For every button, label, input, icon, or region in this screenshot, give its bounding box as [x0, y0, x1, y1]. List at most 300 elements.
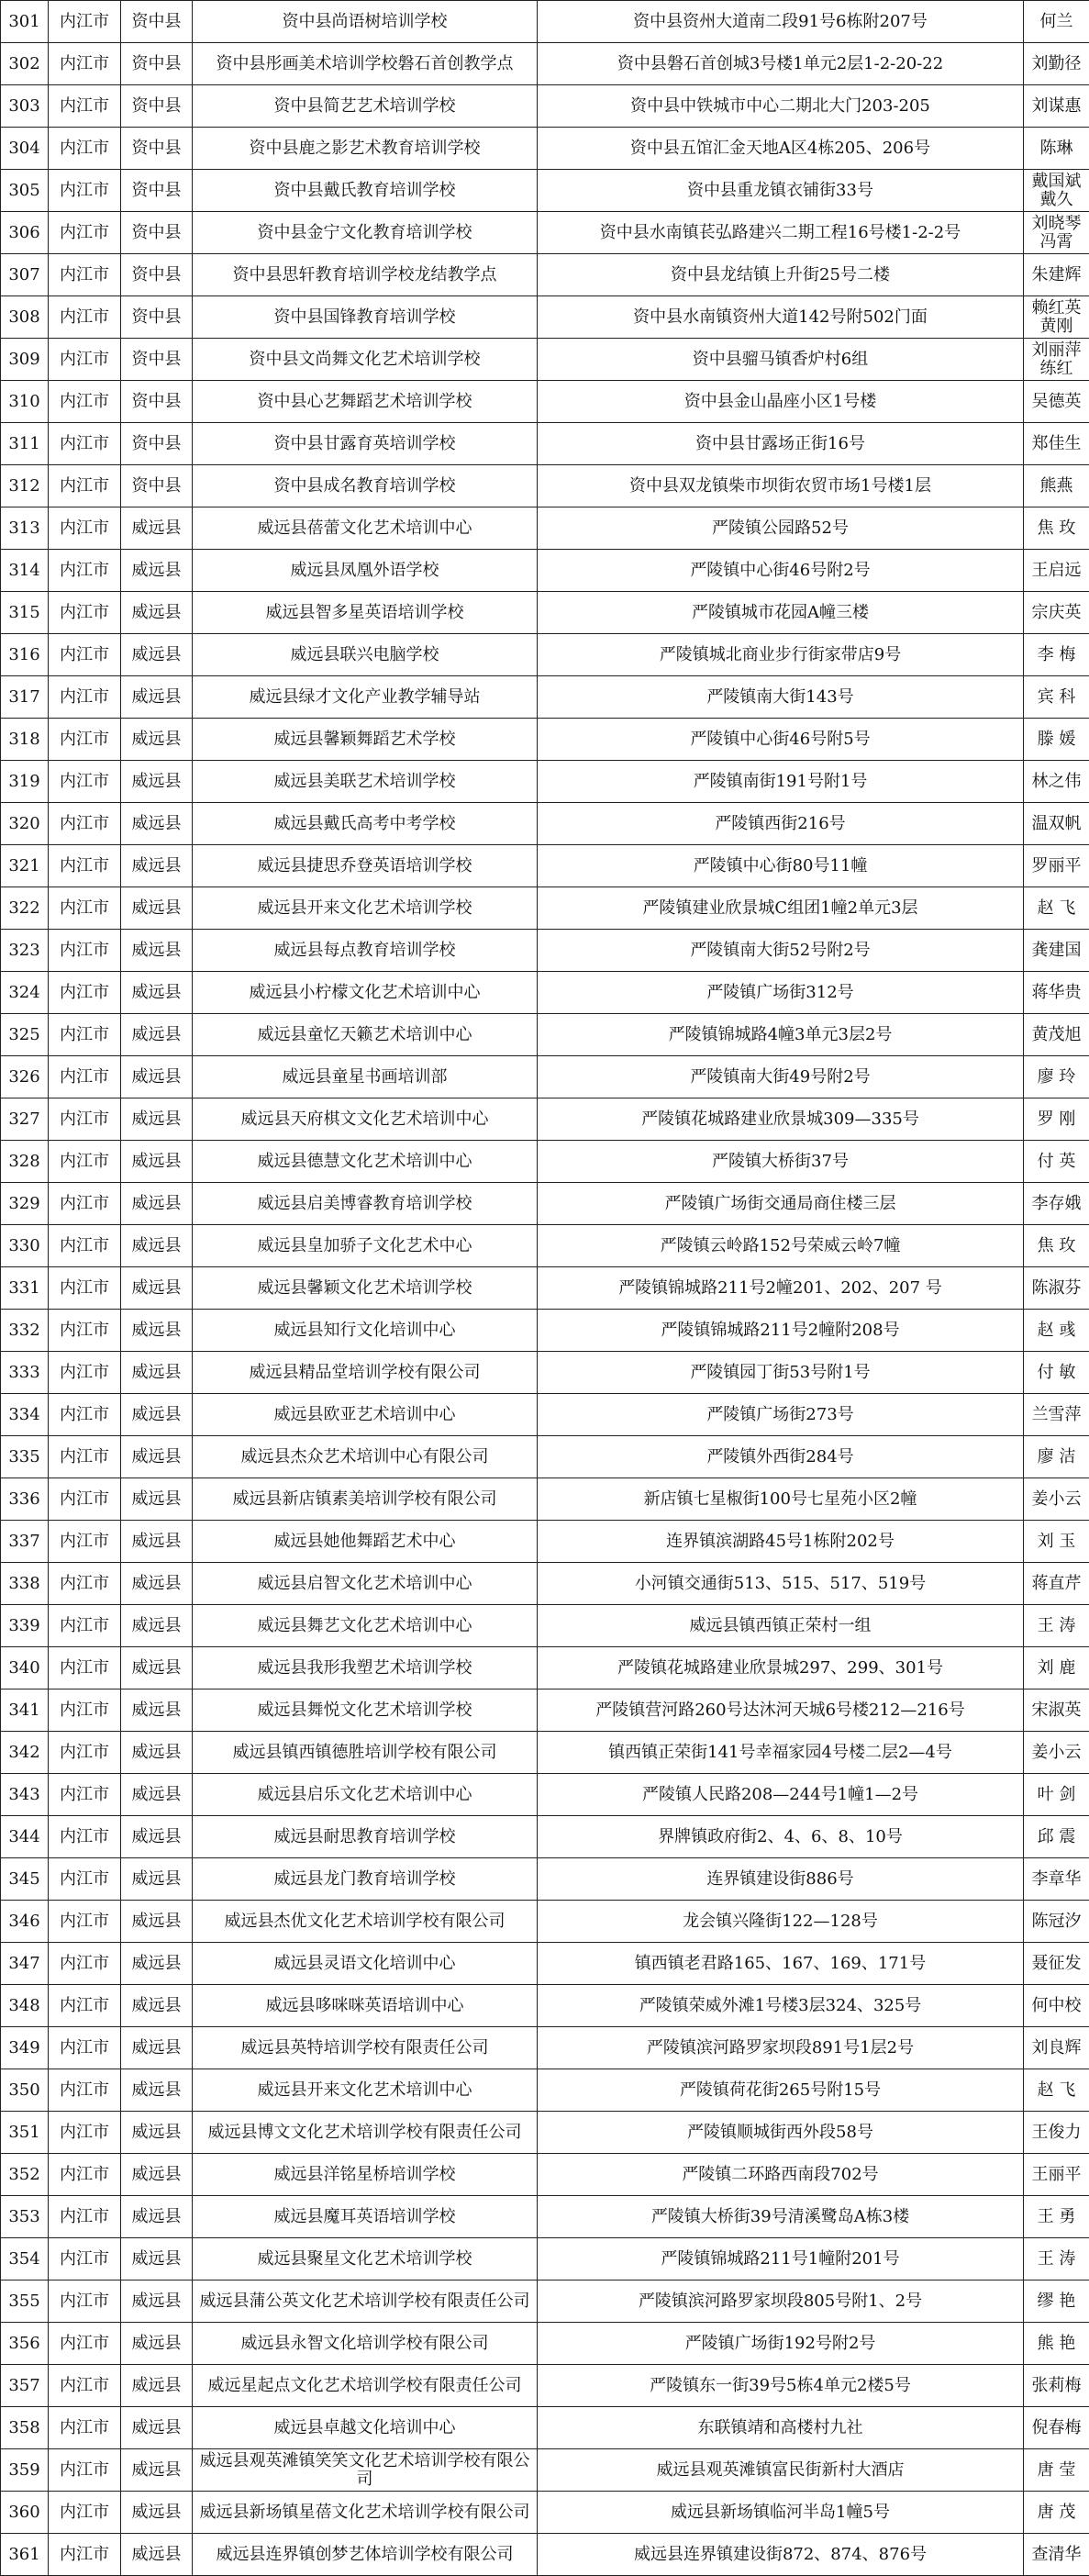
legal-person-cell: 王 勇: [1024, 2196, 1089, 2238]
county-cell: 威远县: [121, 719, 193, 761]
table-row: [1, 2492, 1089, 2534]
county-cell: 威远县: [121, 1310, 193, 1352]
legal-person-cell: 黄茂旭: [1024, 1014, 1089, 1056]
legal-person-cell: 宋淑英: [1024, 1689, 1089, 1732]
county-cell: 威远县: [121, 634, 193, 676]
county-cell: 威远县: [121, 1521, 193, 1563]
city-cell: 内江市: [49, 85, 121, 128]
county-cell: 威远县: [121, 1478, 193, 1521]
table-row: [1, 2196, 1089, 2238]
city-cell: 内江市: [49, 719, 121, 761]
county-cell: 资中县: [121, 1, 193, 43]
school-name-cell: 威远县知行文化培训中心: [193, 1310, 538, 1352]
legal-person-cell: 姜小云: [1024, 1478, 1089, 1521]
school-name-cell: 威远县蓓蕾文化艺术培训中心: [193, 507, 538, 550]
legal-person-cell: 赖红英 黄刚: [1024, 296, 1089, 339]
row-number-cell: 341: [1, 1689, 49, 1732]
legal-person-cell: 刘良辉: [1024, 2027, 1089, 2069]
school-name-cell: 威远县镇西镇德胜培训学校有限公司: [193, 1732, 538, 1774]
row-number-cell: 340: [1, 1647, 49, 1689]
school-name-cell: 威远县启乐文化艺术培训中心: [193, 1774, 538, 1816]
table-row: [1, 1098, 1089, 1141]
address-cell: 严陵镇营河路260号达沐河天城6号楼212—216号: [538, 1689, 1024, 1732]
table-row: [1, 1605, 1089, 1647]
legal-person-cell: 刘晓琴 冯霄: [1024, 212, 1089, 254]
legal-person-cell: 查清华: [1024, 2534, 1089, 2576]
table-row: [1, 592, 1089, 634]
legal-person-cell: 刘丽萍 练红: [1024, 339, 1089, 381]
legal-person-cell: 焦 玫: [1024, 507, 1089, 550]
row-number-cell: 344: [1, 1816, 49, 1858]
legal-person-cell: 赵 彧: [1024, 1310, 1089, 1352]
address-cell: 资中县双龙镇柴市坝街农贸市场1号楼1层: [538, 465, 1024, 507]
address-cell: 资中县金山晶座小区1号楼: [538, 381, 1024, 423]
city-cell: 内江市: [49, 2280, 121, 2323]
row-number-cell: 311: [1, 423, 49, 465]
address-cell: 资中县水南镇资州大道142号附502门面: [538, 296, 1024, 339]
school-name-cell: 威远县小柠檬文化艺术培训中心: [193, 972, 538, 1014]
county-cell: 威远县: [121, 1098, 193, 1141]
table-row: [1, 2154, 1089, 2196]
row-number-cell: 354: [1, 2238, 49, 2280]
school-name-cell: 资中县戴氏教育培训学校: [193, 170, 538, 212]
legal-person-cell: 熊燕: [1024, 465, 1089, 507]
row-number-cell: 357: [1, 2365, 49, 2407]
city-cell: 内江市: [49, 1098, 121, 1141]
row-number-cell: 315: [1, 592, 49, 634]
school-name-cell: 威远县杰众艺术培训中心有限公司: [193, 1436, 538, 1478]
legal-person-cell: 赵 飞: [1024, 2069, 1089, 2112]
school-name-cell: 威远县蒲公英文化艺术培训学校有限责任公司: [193, 2280, 538, 2323]
school-name-cell: 威远县美联艺术培训学校: [193, 761, 538, 803]
county-cell: 威远县: [121, 2112, 193, 2154]
school-name-cell: 威远县洋铭星桥培训学校: [193, 2154, 538, 2196]
city-cell: 内江市: [49, 845, 121, 887]
county-cell: 威远县: [121, 1267, 193, 1310]
table-row: [1, 2323, 1089, 2365]
address-cell: 严陵镇大桥街39号清溪鹭岛A栋3楼: [538, 2196, 1024, 2238]
table-row: [1, 1, 1089, 43]
address-cell: 严陵镇花城路建业欣景城297、299、301号: [538, 1647, 1024, 1689]
row-number-cell: 320: [1, 803, 49, 845]
school-name-cell: 威远县她他舞蹈艺术中心: [193, 1521, 538, 1563]
county-cell: 威远县: [121, 2534, 193, 2576]
table-row: [1, 465, 1089, 507]
table-row: [1, 1014, 1089, 1056]
school-name-cell: 威远县连界镇创梦艺体培训学校有限公司: [193, 2534, 538, 2576]
county-cell: 资中县: [121, 212, 193, 254]
county-cell: 威远县: [121, 2196, 193, 2238]
county-cell: 威远县: [121, 2492, 193, 2534]
school-name-cell: 威远县开来文化艺术培训中心: [193, 2069, 538, 2112]
school-name-cell: 威远县启美博睿教育培训学校: [193, 1183, 538, 1225]
school-name-cell: 威远县精品堂培训学校有限公司: [193, 1352, 538, 1394]
county-cell: 资中县: [121, 170, 193, 212]
county-cell: 威远县: [121, 2069, 193, 2112]
row-number-cell: 339: [1, 1605, 49, 1647]
address-cell: 严陵镇城北商业步行街家带店9号: [538, 634, 1024, 676]
legal-person-cell: 王 涛: [1024, 1605, 1089, 1647]
address-cell: 严陵镇中心街80号11幢: [538, 845, 1024, 887]
school-name-cell: 资中县甘露育英培训学校: [193, 423, 538, 465]
row-number-cell: 328: [1, 1141, 49, 1183]
legal-person-cell: 王俊力: [1024, 2112, 1089, 2154]
county-cell: 威远县: [121, 2238, 193, 2280]
legal-person-cell: 刘 玉: [1024, 1521, 1089, 1563]
table-row: [1, 972, 1089, 1014]
city-cell: 内江市: [49, 1056, 121, 1098]
row-number-cell: 330: [1, 1225, 49, 1267]
city-cell: 内江市: [49, 170, 121, 212]
county-cell: 威远县: [121, 2323, 193, 2365]
table-row: [1, 212, 1089, 254]
row-number-cell: 305: [1, 170, 49, 212]
legal-person-cell: 聂征发: [1024, 1943, 1089, 1985]
address-cell: 严陵镇人民路208—244号1幢1—2号: [538, 1774, 1024, 1816]
table-row: [1, 1225, 1089, 1267]
table-row: [1, 2534, 1089, 2576]
city-cell: 内江市: [49, 2196, 121, 2238]
city-cell: 内江市: [49, 930, 121, 972]
table-row: [1, 2069, 1089, 2112]
school-name-cell: 资中县文尚舞文化艺术培训学校: [193, 339, 538, 381]
city-cell: 内江市: [49, 423, 121, 465]
row-number-cell: 332: [1, 1310, 49, 1352]
county-cell: 威远县: [121, 1732, 193, 1774]
table-row: [1, 1183, 1089, 1225]
city-cell: 内江市: [49, 1943, 121, 1985]
school-name-cell: 威远县欧亚艺术培训中心: [193, 1394, 538, 1436]
school-name-cell: 威远县开来文化艺术培训学校: [193, 887, 538, 930]
legal-person-cell: 缪 艳: [1024, 2280, 1089, 2323]
row-number-cell: 317: [1, 676, 49, 719]
school-name-cell: 资中县彤画美术培训学校磐石首创教学点: [193, 43, 538, 85]
legal-person-cell: 朱建辉: [1024, 254, 1089, 296]
table-row: [1, 887, 1089, 930]
county-cell: 威远县: [121, 2280, 193, 2323]
address-cell: 资中县水南镇苌弘路建兴二期工程16号楼1-2-2号: [538, 212, 1024, 254]
county-cell: 资中县: [121, 128, 193, 170]
legal-person-cell: 付 敏: [1024, 1352, 1089, 1394]
city-cell: 内江市: [49, 1394, 121, 1436]
table-row: [1, 1732, 1089, 1774]
school-name-cell: 资中县尚语树培训学校: [193, 1, 538, 43]
legal-person-cell: 王启远: [1024, 550, 1089, 592]
school-name-cell: 资中县心艺舞蹈艺术培训学校: [193, 381, 538, 423]
county-cell: 威远县: [121, 1183, 193, 1225]
table-row: [1, 339, 1089, 381]
row-number-cell: 348: [1, 1985, 49, 2027]
county-cell: 威远县: [121, 1985, 193, 2027]
table-row: [1, 2112, 1089, 2154]
school-name-cell: 威远县戴氏高考中考学校: [193, 803, 538, 845]
table-row: [1, 803, 1089, 845]
school-name-cell: 威远县童忆天籁艺术培训中心: [193, 1014, 538, 1056]
address-cell: 威远县观英滩镇富民街新村大酒店: [538, 2449, 1024, 2492]
city-cell: 内江市: [49, 1858, 121, 1901]
school-name-cell: 威远县舞艺文化艺术培训中心: [193, 1605, 538, 1647]
school-name-cell: 威远县观英滩镇笑笑文化艺术培训学校有限公司: [193, 2449, 538, 2492]
table-row: [1, 381, 1089, 423]
legal-person-cell: 邱 震: [1024, 1816, 1089, 1858]
table-row: [1, 1141, 1089, 1183]
county-cell: 威远县: [121, 1141, 193, 1183]
legal-person-cell: 罗 刚: [1024, 1098, 1089, 1141]
row-number-cell: 304: [1, 128, 49, 170]
legal-person-cell: 宾 科: [1024, 676, 1089, 719]
city-cell: 内江市: [49, 676, 121, 719]
address-cell: 严陵镇东一街39号5栋4单元2楼5号: [538, 2365, 1024, 2407]
legal-person-cell: 廖 洁: [1024, 1436, 1089, 1478]
address-cell: 严陵镇建业欣景城C组团1幢2单元3层: [538, 887, 1024, 930]
city-cell: 内江市: [49, 296, 121, 339]
table-row: [1, 1647, 1089, 1689]
row-number-cell: 334: [1, 1394, 49, 1436]
address-cell: 严陵镇广场街273号: [538, 1394, 1024, 1436]
legal-person-cell: 宗庆英: [1024, 592, 1089, 634]
table-body: [1, 1, 1089, 2576]
row-number-cell: 331: [1, 1267, 49, 1310]
address-cell: 严陵镇南大街49号附2号: [538, 1056, 1024, 1098]
table-row: [1, 1901, 1089, 1943]
table-row: [1, 1774, 1089, 1816]
city-cell: 内江市: [49, 1436, 121, 1478]
county-cell: 威远县: [121, 1563, 193, 1605]
table-row: [1, 2365, 1089, 2407]
legal-person-cell: 刘勤径: [1024, 43, 1089, 85]
county-cell: 资中县: [121, 254, 193, 296]
legal-person-cell: 何中校: [1024, 1985, 1089, 2027]
city-cell: 内江市: [49, 2365, 121, 2407]
school-name-cell: 威远县永智文化培训学校有限公司: [193, 2323, 538, 2365]
county-cell: 威远县: [121, 887, 193, 930]
city-cell: 内江市: [49, 1310, 121, 1352]
school-name-cell: 威远县博文文化艺术培训学校有限责任公司: [193, 2112, 538, 2154]
row-number-cell: 309: [1, 339, 49, 381]
county-cell: 威远县: [121, 507, 193, 550]
county-cell: 威远县: [121, 1816, 193, 1858]
legal-person-cell: 林之伟: [1024, 761, 1089, 803]
address-cell: 资中县骝马镇香炉村6组: [538, 339, 1024, 381]
table-row: [1, 128, 1089, 170]
address-cell: 资中县龙结镇上升街25号二楼: [538, 254, 1024, 296]
county-cell: 资中县: [121, 43, 193, 85]
row-number-cell: 319: [1, 761, 49, 803]
county-cell: 威远县: [121, 1774, 193, 1816]
county-cell: 威远县: [121, 1689, 193, 1732]
row-number-cell: 342: [1, 1732, 49, 1774]
county-cell: 资中县: [121, 339, 193, 381]
legal-person-cell: 李 梅: [1024, 634, 1089, 676]
county-cell: 威远县: [121, 1225, 193, 1267]
address-cell: 资中县甘露场正街16号: [538, 423, 1024, 465]
school-name-cell: 威远星起点文化艺术培训学校有限责任公司: [193, 2365, 538, 2407]
row-number-cell: 346: [1, 1901, 49, 1943]
row-number-cell: 351: [1, 2112, 49, 2154]
city-cell: 内江市: [49, 761, 121, 803]
city-cell: 内江市: [49, 2027, 121, 2069]
legal-person-cell: 熊 艳: [1024, 2323, 1089, 2365]
county-cell: 威远县: [121, 1605, 193, 1647]
city-cell: 内江市: [49, 1183, 121, 1225]
city-cell: 内江市: [49, 1985, 121, 2027]
school-name-cell: 威远县哆咪咪英语培训中心: [193, 1985, 538, 2027]
city-cell: 内江市: [49, 1732, 121, 1774]
row-number-cell: 314: [1, 550, 49, 592]
school-name-cell: 威远县灵语文化培训中心: [193, 1943, 538, 1985]
city-cell: 内江市: [49, 1647, 121, 1689]
city-cell: 内江市: [49, 592, 121, 634]
county-cell: 威远县: [121, 930, 193, 972]
table-row: [1, 2449, 1089, 2492]
city-cell: 内江市: [49, 381, 121, 423]
address-cell: 严陵镇中心街46号附2号: [538, 550, 1024, 592]
county-cell: 威远县: [121, 2154, 193, 2196]
table-row: [1, 1943, 1089, 1985]
school-name-cell: 威远县新场镇星蓓文化艺术培训学校有限公司: [193, 2492, 538, 2534]
address-cell: 严陵镇广场街交通局商住楼三层: [538, 1183, 1024, 1225]
school-name-cell: 威远县天府棋文文化艺术培训中心: [193, 1098, 538, 1141]
school-name-cell: 威远县每点教育培训学校: [193, 930, 538, 972]
school-name-cell: 威远县馨颖文化艺术培训学校: [193, 1267, 538, 1310]
table-row: [1, 719, 1089, 761]
city-cell: 内江市: [49, 803, 121, 845]
address-cell: 龙会镇兴隆街122—128号: [538, 1901, 1024, 1943]
address-cell: 严陵镇锦城路211号1幢附201号: [538, 2238, 1024, 2280]
legal-person-cell: 姜小云: [1024, 1732, 1089, 1774]
row-number-cell: 321: [1, 845, 49, 887]
address-cell: 严陵镇云岭路152号荣威云岭7幢: [538, 1225, 1024, 1267]
school-name-cell: 威远县皇加骄子文化艺术中心: [193, 1225, 538, 1267]
address-cell: 资中县重龙镇衣铺街33号: [538, 170, 1024, 212]
address-cell: 严陵镇南街191号附1号: [538, 761, 1024, 803]
row-number-cell: 329: [1, 1183, 49, 1225]
table-row: [1, 1521, 1089, 1563]
address-cell: 连界镇建设街886号: [538, 1858, 1024, 1901]
legal-person-cell: 唐 莹: [1024, 2449, 1089, 2492]
city-cell: 内江市: [49, 1, 121, 43]
table-row: [1, 761, 1089, 803]
table-row: [1, 423, 1089, 465]
city-cell: 内江市: [49, 1014, 121, 1056]
address-cell: 严陵镇花城路建业欣景城309—335号: [538, 1098, 1024, 1141]
legal-person-cell: 温双帆: [1024, 803, 1089, 845]
city-cell: 内江市: [49, 2238, 121, 2280]
legal-person-cell: 倪春梅: [1024, 2407, 1089, 2449]
legal-person-cell: 王丽平: [1024, 2154, 1089, 2196]
row-number-cell: 343: [1, 1774, 49, 1816]
city-cell: 内江市: [49, 2323, 121, 2365]
row-number-cell: 337: [1, 1521, 49, 1563]
row-number-cell: 353: [1, 2196, 49, 2238]
city-cell: 内江市: [49, 1689, 121, 1732]
school-name-cell: 威远县舞悦文化艺术培训学校: [193, 1689, 538, 1732]
address-cell: 威远县镇西镇正荣村一组: [538, 1605, 1024, 1647]
row-number-cell: 338: [1, 1563, 49, 1605]
city-cell: 内江市: [49, 1267, 121, 1310]
city-cell: 内江市: [49, 339, 121, 381]
table-row: [1, 1394, 1089, 1436]
row-number-cell: 308: [1, 296, 49, 339]
row-number-cell: 356: [1, 2323, 49, 2365]
row-number-cell: 345: [1, 1858, 49, 1901]
row-number-cell: 325: [1, 1014, 49, 1056]
legal-person-cell: 李章华: [1024, 1858, 1089, 1901]
city-cell: 内江市: [49, 2112, 121, 2154]
row-number-cell: 324: [1, 972, 49, 1014]
city-cell: 内江市: [49, 1478, 121, 1521]
school-name-cell: 资中县国锋教育培训学校: [193, 296, 538, 339]
table-row: [1, 507, 1089, 550]
city-cell: 内江市: [49, 972, 121, 1014]
address-cell: 东联镇靖和高楼村九社: [538, 2407, 1024, 2449]
address-cell: 资中县五馆汇金天地A区4栋205、206号: [538, 128, 1024, 170]
row-number-cell: 313: [1, 507, 49, 550]
school-name-cell: 资中县成名教育培训学校: [193, 465, 538, 507]
row-number-cell: 302: [1, 43, 49, 85]
row-number-cell: 350: [1, 2069, 49, 2112]
school-name-cell: 威远县绿才文化产业教学辅导站: [193, 676, 538, 719]
address-cell: 界牌镇政府街2、4、6、8、10号: [538, 1816, 1024, 1858]
legal-person-cell: 滕 媛: [1024, 719, 1089, 761]
legal-person-cell: 郑佳生: [1024, 423, 1089, 465]
county-cell: 威远县: [121, 1647, 193, 1689]
row-number-cell: 333: [1, 1352, 49, 1394]
school-name-cell: 威远县捷思乔登英语培训学校: [193, 845, 538, 887]
school-name-cell: 资中县简艺艺术培训学校: [193, 85, 538, 128]
table-row: [1, 43, 1089, 85]
table-row: [1, 1436, 1089, 1478]
school-name-cell: 威远县龙门教育培训学校: [193, 1858, 538, 1901]
legal-person-cell: 唐 茂: [1024, 2492, 1089, 2534]
legal-person-cell: 王 涛: [1024, 2238, 1089, 2280]
address-cell: 严陵镇公园路52号: [538, 507, 1024, 550]
table-row: [1, 845, 1089, 887]
table-row: [1, 1478, 1089, 1521]
table-row: [1, 296, 1089, 339]
row-number-cell: 327: [1, 1098, 49, 1141]
row-number-cell: 316: [1, 634, 49, 676]
county-cell: 威远县: [121, 1858, 193, 1901]
county-cell: 威远县: [121, 1014, 193, 1056]
legal-person-cell: 焦 玫: [1024, 1225, 1089, 1267]
county-cell: 威远县: [121, 1394, 193, 1436]
city-cell: 内江市: [49, 212, 121, 254]
city-cell: 内江市: [49, 634, 121, 676]
row-number-cell: 349: [1, 2027, 49, 2069]
address-cell: 镇西镇正荣街141号幸福家园4号楼二层2—4号: [538, 1732, 1024, 1774]
city-cell: 内江市: [49, 887, 121, 930]
row-number-cell: 303: [1, 85, 49, 128]
county-cell: 威远县: [121, 803, 193, 845]
county-cell: 威远县: [121, 2365, 193, 2407]
row-number-cell: 326: [1, 1056, 49, 1098]
school-name-cell: 威远县凤凰外语学校: [193, 550, 538, 592]
county-cell: 威远县: [121, 592, 193, 634]
county-cell: 威远县: [121, 1056, 193, 1098]
address-cell: 严陵镇荣威外滩1号楼3层324、325号: [538, 1985, 1024, 2027]
legal-person-cell: 何兰: [1024, 1, 1089, 43]
city-cell: 内江市: [49, 1605, 121, 1647]
address-cell: 严陵镇中心街46号附5号: [538, 719, 1024, 761]
address-cell: 严陵镇滨河路罗家坝段891号1层2号: [538, 2027, 1024, 2069]
county-cell: 威远县: [121, 2407, 193, 2449]
table-row: [1, 1056, 1089, 1098]
table-row: [1, 1985, 1089, 2027]
school-name-cell: 威远县聚星文化艺术培训学校: [193, 2238, 538, 2280]
school-name-cell: 资中县金宁文化教育培训学校: [193, 212, 538, 254]
school-name-cell: 威远县德慧文化艺术培训中心: [193, 1141, 538, 1183]
